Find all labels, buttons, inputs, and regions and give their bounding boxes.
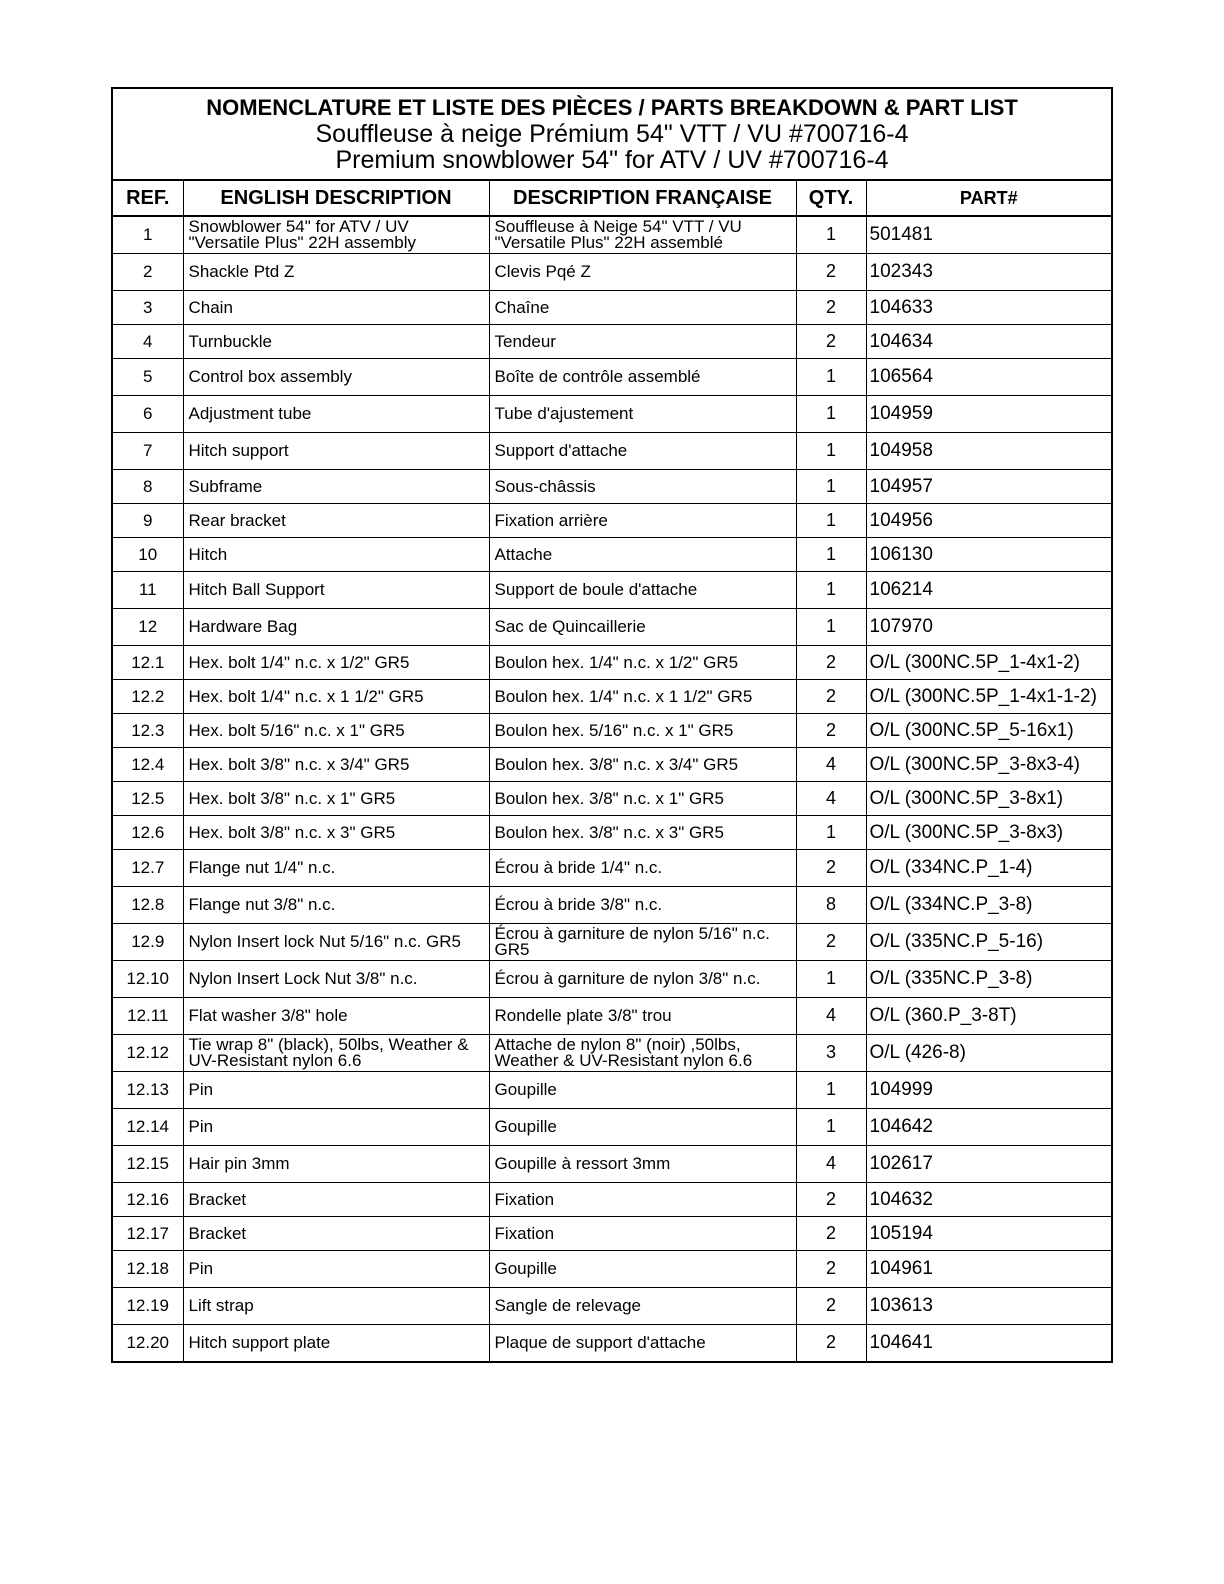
cell-qty: 1 [796, 960, 866, 997]
table-row [113, 1182, 1111, 1216]
cell-english-description: Bracket [183, 1216, 489, 1250]
cell-part-number: O/L (300NC.5P_5-16x1) [866, 713, 1111, 747]
cell-part-number: 107970 [866, 608, 1111, 645]
table-row [113, 253, 1111, 290]
cell-english-description: Turnbuckle [183, 324, 489, 358]
table-row [113, 1145, 1111, 1182]
cell-english-description: Shackle Ptd Z [183, 253, 489, 290]
cell-part-number: 104959 [866, 395, 1111, 432]
cell-english-description: Tie wrap 8" (black), 50lbs, Weather & UV-Resistant nylon 6.6 [183, 1034, 489, 1071]
table-row [113, 645, 1111, 679]
cell-french-description: Sous-châssis [489, 469, 796, 503]
cell-ref: 9 [113, 503, 183, 537]
document-header [113, 89, 1111, 181]
table-body [113, 216, 1111, 1361]
cell-english-description: Hitch support plate [183, 1324, 489, 1361]
cell-qty: 1 [796, 216, 866, 253]
cell-french-description: Boulon hex. 3/8" n.c. x 3/4" GR5 [489, 747, 796, 781]
cell-qty: 1 [796, 815, 866, 849]
cell-qty: 2 [796, 253, 866, 290]
cell-part-number: O/L (300NC.5P_3-8x3-4) [866, 747, 1111, 781]
cell-ref: 12.2 [113, 679, 183, 713]
cell-part-number: 106130 [866, 537, 1111, 571]
cell-english-description: Hitch [183, 537, 489, 571]
cell-qty: 1 [796, 537, 866, 571]
cell-part-number: 104956 [866, 503, 1111, 537]
cell-part-number: O/L (426-8) [866, 1034, 1111, 1071]
cell-english-description: Flat washer 3/8" hole [183, 997, 489, 1034]
cell-english-description: Adjustment tube [183, 395, 489, 432]
cell-qty: 2 [796, 849, 866, 886]
cell-qty: 1 [796, 432, 866, 469]
cell-qty: 1 [796, 608, 866, 645]
cell-qty: 1 [796, 571, 866, 608]
cell-english-description: Hair pin 3mm [183, 1145, 489, 1182]
cell-qty: 2 [796, 713, 866, 747]
cell-english-description: Hardware Bag [183, 608, 489, 645]
cell-ref: 12.17 [113, 1216, 183, 1250]
cell-part-number: 105194 [866, 1216, 1111, 1250]
cell-part-number: O/L (334NC.P_1-4) [866, 849, 1111, 886]
cell-part-number: O/L (300NC.5P_1-4x1-1-2) [866, 679, 1111, 713]
cell-french-description: Tube d'ajustement [489, 395, 796, 432]
cell-french-description: Boulon hex. 5/16" n.c. x 1" GR5 [489, 713, 796, 747]
table-row [113, 290, 1111, 324]
cell-ref: 12.9 [113, 923, 183, 960]
table-row [113, 571, 1111, 608]
cell-french-description: Boulon hex. 1/4" n.c. x 1/2" GR5 [489, 645, 796, 679]
cell-english-description: Subframe [183, 469, 489, 503]
cell-ref: 12.3 [113, 713, 183, 747]
cell-french-description: Goupille [489, 1071, 796, 1108]
cell-ref: 12 [113, 608, 183, 645]
cell-ref: 6 [113, 395, 183, 432]
cell-ref: 4 [113, 324, 183, 358]
cell-english-description: Nylon Insert lock Nut 5/16" n.c. GR5 [183, 923, 489, 960]
cell-french-description: Boîte de contrôle assemblé [489, 358, 796, 395]
cell-qty: 2 [796, 1287, 866, 1324]
cell-french-description: Écrou à bride 3/8" n.c. [489, 886, 796, 923]
cell-ref: 7 [113, 432, 183, 469]
cell-part-number: 104633 [866, 290, 1111, 324]
cell-part-number: 106214 [866, 571, 1111, 608]
cell-part-number: 501481 [866, 216, 1111, 253]
cell-french-description: Clevis Pqé Z [489, 253, 796, 290]
cell-english-description: Hex. bolt 3/8" n.c. x 1" GR5 [183, 781, 489, 815]
cell-qty: 2 [796, 679, 866, 713]
cell-ref: 10 [113, 537, 183, 571]
cell-part-number: 106564 [866, 358, 1111, 395]
cell-french-description: Boulon hex. 1/4" n.c. x 1 1/2" GR5 [489, 679, 796, 713]
table-row [113, 395, 1111, 432]
cell-english-description: Pin [183, 1250, 489, 1287]
cell-french-description: Goupille à ressort 3mm [489, 1145, 796, 1182]
cell-qty: 1 [796, 395, 866, 432]
cell-english-description: Hex. bolt 3/8" n.c. x 3/4" GR5 [183, 747, 489, 781]
cell-french-description: Boulon hex. 3/8" n.c. x 1" GR5 [489, 781, 796, 815]
cell-part-number: O/L (335NC.P_5-16) [866, 923, 1111, 960]
table-row [113, 216, 1111, 253]
cell-qty: 2 [796, 923, 866, 960]
cell-ref: 12.19 [113, 1287, 183, 1324]
table-row [113, 960, 1111, 997]
cell-ref: 12.20 [113, 1324, 183, 1361]
cell-part-number: 104999 [866, 1071, 1111, 1108]
table-row [113, 747, 1111, 781]
cell-ref: 12.12 [113, 1034, 183, 1071]
cell-french-description: Fixation [489, 1216, 796, 1250]
cell-english-description: Hitch Ball Support [183, 571, 489, 608]
cell-part-number: O/L (300NC.5P_3-8x3) [866, 815, 1111, 849]
cell-ref: 12.18 [113, 1250, 183, 1287]
cell-french-description: Goupille [489, 1250, 796, 1287]
cell-french-description: Boulon hex. 3/8" n.c. x 3" GR5 [489, 815, 796, 849]
cell-ref: 12.8 [113, 886, 183, 923]
cell-french-description: Chaîne [489, 290, 796, 324]
cell-part-number: 104958 [866, 432, 1111, 469]
table-row [113, 1287, 1111, 1324]
cell-qty: 1 [796, 503, 866, 537]
table-row [113, 815, 1111, 849]
cell-qty: 4 [796, 747, 866, 781]
cell-part-number: O/L (334NC.P_3-8) [866, 886, 1111, 923]
cell-qty: 2 [796, 290, 866, 324]
table-row [113, 679, 1111, 713]
cell-part-number: 102343 [866, 253, 1111, 290]
table-row [113, 997, 1111, 1034]
parts-table [113, 181, 1111, 1361]
table-row [113, 537, 1111, 571]
table-row [113, 358, 1111, 395]
table-row [113, 1250, 1111, 1287]
cell-qty: 4 [796, 1145, 866, 1182]
cell-english-description: Flange nut 3/8" n.c. [183, 886, 489, 923]
cell-french-description: Plaque de support d'attache [489, 1324, 796, 1361]
cell-ref: 2 [113, 253, 183, 290]
cell-french-description: Écrou à garniture de nylon 3/8" n.c. [489, 960, 796, 997]
table-row [113, 849, 1111, 886]
cell-ref: 1 [113, 216, 183, 253]
cell-qty: 2 [796, 1182, 866, 1216]
cell-french-description: Écrou à bride 1/4" n.c. [489, 849, 796, 886]
cell-english-description: Pin [183, 1108, 489, 1145]
cell-ref: 12.15 [113, 1145, 183, 1182]
cell-english-description: Pin [183, 1071, 489, 1108]
cell-french-description: Souffleuse à Neige 54" VTT / VU "Versatile Plus" 22H assemblé [489, 216, 796, 253]
col-header-french: DESCRIPTION FRANÇAISE [489, 181, 796, 216]
cell-french-description: Sac de Quincaillerie [489, 608, 796, 645]
subtitle-english: Premium snowblower 54" for ATV / UV #700716-4 [335, 146, 889, 174]
cell-qty: 2 [796, 324, 866, 358]
cell-ref: 12.4 [113, 747, 183, 781]
col-header-english: ENGLISH DESCRIPTION [183, 181, 489, 216]
cell-french-description: Tendeur [489, 324, 796, 358]
subtitle-french: Souffleuse à neige Prémium 54" VTT / VU #700716-4 [315, 120, 909, 148]
table-row [113, 324, 1111, 358]
col-header-part: PART# [866, 181, 1111, 216]
cell-part-number: 102617 [866, 1145, 1111, 1182]
cell-ref: 12.5 [113, 781, 183, 815]
table-row [113, 1324, 1111, 1361]
cell-ref: 5 [113, 358, 183, 395]
cell-part-number: O/L (360.P_3-8T) [866, 997, 1111, 1034]
col-header-ref: REF. [113, 181, 183, 216]
col-header-qty: QTY. [796, 181, 866, 216]
cell-english-description: Hitch support [183, 432, 489, 469]
cell-english-description: Control box assembly [183, 358, 489, 395]
cell-french-description: Goupille [489, 1108, 796, 1145]
cell-english-description: Hex. bolt 3/8" n.c. x 3" GR5 [183, 815, 489, 849]
cell-french-description: Fixation [489, 1182, 796, 1216]
table-row [113, 432, 1111, 469]
cell-part-number: 104957 [866, 469, 1111, 503]
cell-english-description: Hex. bolt 5/16" n.c. x 1" GR5 [183, 713, 489, 747]
cell-part-number: 104642 [866, 1108, 1111, 1145]
cell-ref: 12.10 [113, 960, 183, 997]
cell-english-description: Nylon Insert Lock Nut 3/8" n.c. [183, 960, 489, 997]
cell-english-description: Hex. bolt 1/4" n.c. x 1 1/2" GR5 [183, 679, 489, 713]
cell-qty: 4 [796, 781, 866, 815]
table-row [113, 781, 1111, 815]
table-row [113, 469, 1111, 503]
cell-english-description: Flange nut 1/4" n.c. [183, 849, 489, 886]
cell-qty: 1 [796, 469, 866, 503]
cell-qty: 2 [796, 1250, 866, 1287]
cell-qty: 1 [796, 1071, 866, 1108]
cell-qty: 2 [796, 645, 866, 679]
cell-ref: 12.6 [113, 815, 183, 849]
table-row [113, 1034, 1111, 1071]
table-row [113, 1216, 1111, 1250]
cell-part-number: 104641 [869, 1332, 933, 1354]
cell-ref: 12.14 [113, 1108, 183, 1145]
cell-french-description: Support d'attache [489, 432, 796, 469]
document-title: NOMENCLATURE ET LISTE DES PIÈCES / PARTS BREAKDOWN & PART LIST [206, 95, 1018, 120]
cell-english-description: Lift strap [183, 1287, 489, 1324]
cell-ref: 12.11 [113, 997, 183, 1034]
cell-part-number: O/L (300NC.5P_3-8x1) [866, 781, 1111, 815]
table-row [113, 886, 1111, 923]
cell-part-number: 103613 [866, 1287, 1111, 1324]
cell-ref: 8 [113, 469, 183, 503]
cell-english-description: Chain [183, 290, 489, 324]
cell-part-number: 104961 [866, 1250, 1111, 1287]
cell-french-description: Sangle de relevage [489, 1287, 796, 1324]
table-row [113, 1108, 1111, 1145]
cell-qty: 4 [796, 997, 866, 1034]
cell-ref: 12.13 [113, 1071, 183, 1108]
table-header-row [113, 181, 1111, 216]
cell-french-description: Support de boule d'attache [489, 571, 796, 608]
cell-ref: 11 [113, 571, 183, 608]
cell-part-number: O/L (335NC.P_3-8) [866, 960, 1111, 997]
cell-qty: 3 [796, 1034, 866, 1071]
cell-ref: 12.16 [113, 1182, 183, 1216]
cell-ref: 12.1 [113, 645, 183, 679]
cell-qty: 1 [796, 1108, 866, 1145]
cell-part-number: 104632 [866, 1182, 1111, 1216]
cell-french-description: Écrou à garniture de nylon 5/16" n.c. GR5 [489, 923, 796, 960]
cell-english-description: Snowblower 54" for ATV / UV "Versatile Plus" 22H assembly [183, 216, 489, 253]
cell-french-description: Fixation arrière [489, 503, 796, 537]
cell-english-description: Hex. bolt 1/4" n.c. x 1/2" GR5 [183, 645, 489, 679]
table-row [113, 608, 1111, 645]
table-row [113, 923, 1111, 960]
cell-part-number: O/L (300NC.5P_1-4x1-2) [866, 645, 1111, 679]
cell-french-description: Attache [489, 537, 796, 571]
cell-french-description: Attache de nylon 8" (noir) ,50lbs, Weather & UV-Resistant nylon 6.6 [489, 1034, 796, 1071]
table-row [113, 503, 1111, 537]
cell-french-description: Rondelle plate 3/8" trou [489, 997, 796, 1034]
cell-qty: 2 [796, 1216, 866, 1250]
table-row [113, 713, 1111, 747]
cell-qty: 8 [796, 886, 866, 923]
cell-ref: 3 [113, 290, 183, 324]
cell-part-number: 104634 [866, 324, 1111, 358]
cell-ref: 12.7 [113, 849, 183, 886]
cell-qty: 2 [796, 1324, 866, 1361]
parts-list-sheet [111, 87, 1113, 1363]
table-row [113, 1071, 1111, 1108]
cell-english-description: Bracket [183, 1182, 489, 1216]
cell-english-description: Rear bracket [183, 503, 489, 537]
cell-qty: 1 [796, 358, 866, 395]
